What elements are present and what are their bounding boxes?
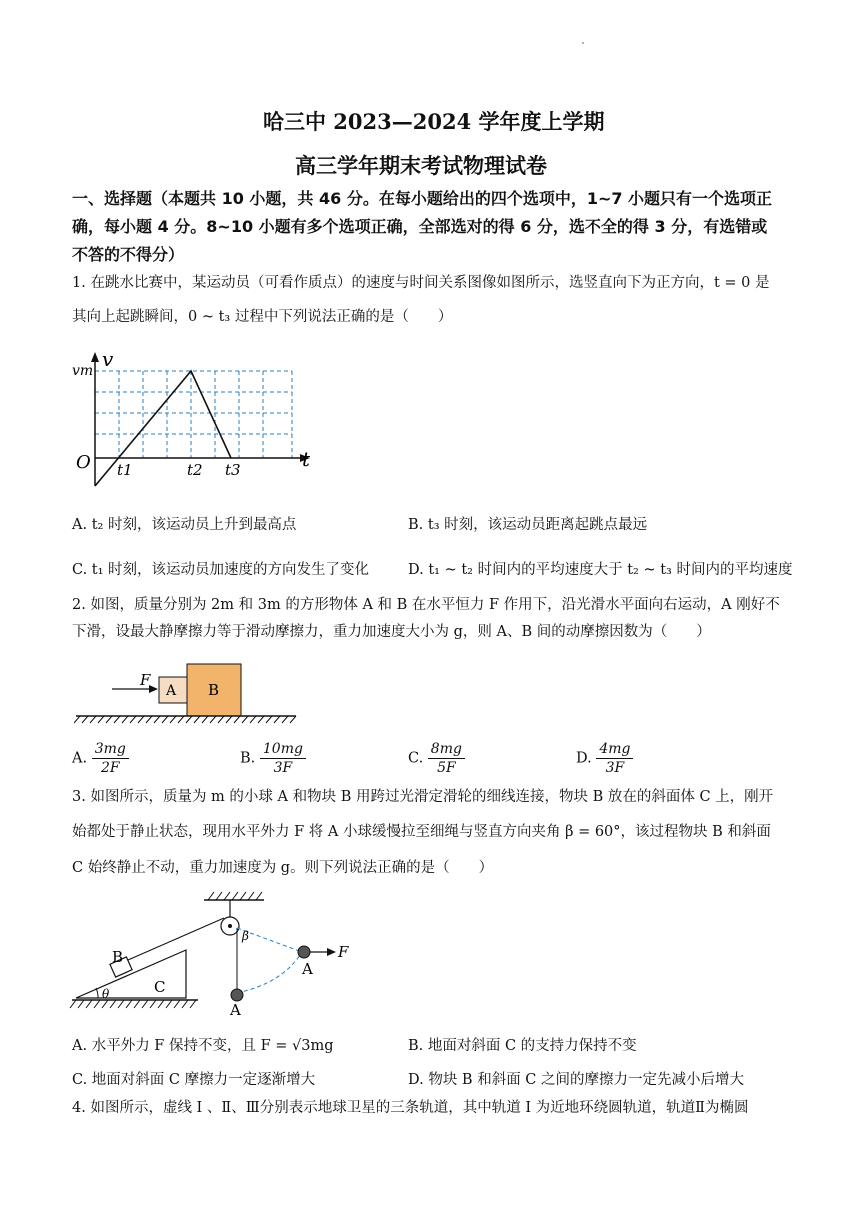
- ground-hatch: [70, 1000, 196, 1008]
- q3-option-d: D. 物块 B 和斜面 C 之间的摩擦力一定先减小后增大: [408, 1072, 745, 1088]
- label-c: C: [154, 978, 166, 996]
- q2-a-numerator: 3mg: [92, 740, 129, 759]
- exam-title-line2: 高三学年期末考试物理试卷: [295, 153, 547, 178]
- q2-b-denominator: 3F: [273, 760, 293, 776]
- q2-b-numerator: 10mg: [260, 740, 306, 759]
- ceiling-hatch: [208, 892, 262, 900]
- q4-stem-line1: 4. 如图所示，虚线 Ⅰ 、Ⅱ、Ⅲ分别表示地球卫星的三条轨道，其中轨道 Ⅰ 为近地环绕圆轨道，轨道Ⅱ为椭圆: [72, 1100, 749, 1116]
- q2-option-c: C. $\frac{8mg}{5F}$: [408, 740, 465, 777]
- vt-line: [95, 371, 231, 486]
- q3-stem-line2: 始都处于静止状态，现用水平外力 F 将 A 小球缓慢拉至细绳与竖直方向夹角 β = 60°，该过程物块 B 和斜面: [72, 824, 771, 840]
- q3-stem-line1: 3. 如图所示，质量为 m 的小球 A 和物块 B 用跨过光滑定滑轮的细线连接，物块 B 放在的斜面体 C 上，刚开: [72, 789, 774, 805]
- q2-a-denominator: 2F: [100, 760, 120, 776]
- label-a-initial: A: [230, 1001, 241, 1018]
- q1-option-d: D. t₁ ~ t₂ 时间内的平均速度大于 t₂ ~ t₃ 时间内的平均速度: [408, 562, 793, 578]
- q2-option-b: B. $\frac{10mg}{3F}$: [240, 740, 306, 777]
- ball-a-final: [298, 946, 310, 958]
- q2-c-numerator: 8mg: [428, 740, 465, 759]
- q1-option-b: B. t₃ 时刻，该运动员距离起跳点最远: [408, 517, 648, 533]
- string-b: [128, 918, 224, 960]
- q1-vt-graph: [70, 348, 330, 493]
- label-a-final: A: [302, 960, 313, 978]
- arc-path: [237, 952, 302, 993]
- t1-label: t1: [117, 461, 133, 479]
- q3-incline-pulley-figure: [68, 888, 368, 1018]
- label-f: F: [338, 943, 349, 961]
- q1-option-c: C. t₁ 时刻，该运动员加速度的方向发生了变化: [72, 562, 370, 578]
- ball-a-initial: [231, 989, 243, 1001]
- q2-stem-line2: 下滑，设最大静摩擦力等于滑动摩擦力，重力加速度大小为 g，则 A、B 间的动摩擦因数为（ ）: [72, 624, 711, 640]
- block-b-label: B: [208, 681, 220, 699]
- exam-title-line1: 哈三中 2023—2024 学年度上学期: [263, 109, 605, 134]
- q3-stem-line3: C 始终静止不动，重力加速度为 g。则下列说法正确的是（ ）: [72, 860, 494, 876]
- q2-blocks-figure: [74, 660, 304, 726]
- q2-d-denominator: 3F: [605, 760, 625, 776]
- vm-label: vm: [72, 363, 94, 379]
- ground-hatch: [74, 716, 296, 723]
- q2-c-denominator: 5F: [437, 760, 456, 776]
- section-heading-line1: 一、选择题（本题共 10 小题，共 46 分。在每小题给出的四个选项中，1~7 小题只有一个选项正: [72, 189, 773, 208]
- origin-label: O: [76, 452, 91, 473]
- q1-stem-line1: 1. 在跳水比赛中，某运动员（可看作质点）的速度与时间关系图像如图所示，选竖直向下为正方向，t = 0 是: [72, 275, 770, 291]
- force-arrow-head: [327, 948, 336, 956]
- q1-stem-line2: 其向上起跳瞬间，0 ~ t₃ 过程中下列说法正确的是（ ）: [72, 309, 453, 325]
- force-label: F: [140, 671, 151, 689]
- label-theta: θ: [102, 987, 110, 1001]
- v-axis-arrow: [91, 352, 99, 362]
- q2-stem-line1: 2. 如图，质量分别为 2m 和 3m 的方形物体 A 和 B 在水平恒力 F 作用下，沿光滑水平面向右运动，A 刚好不: [72, 597, 780, 613]
- t3-label: t3: [225, 461, 241, 479]
- label-beta: β: [242, 929, 249, 943]
- q2-option-d: D. $\frac{4mg}{3F}$: [576, 740, 633, 777]
- pulley-axle: [228, 924, 232, 928]
- t-label: t: [302, 447, 311, 471]
- block-a-label: A: [166, 683, 177, 699]
- q3-option-b: B. 地面对斜面 C 的支持力保持不变: [408, 1038, 637, 1054]
- v-label: v: [102, 348, 114, 371]
- label-b: B: [112, 948, 124, 966]
- section-heading-line2: 确，每小题 4 分。8~10 小题有多个选项正确，全部选对的得 6 分，选不全的得 3 分，有选错或: [72, 217, 768, 236]
- q2-option-a: A. $\frac{3mg}{2F}$: [72, 740, 129, 777]
- q2-d-numerator: 4mg: [596, 740, 633, 759]
- section-heading-line3: 不答的不得分）: [72, 245, 185, 264]
- incline-c: [76, 950, 186, 998]
- q1-option-a: A. t₂ 时刻，该运动员上升到最高点: [72, 517, 297, 533]
- scan-dot: [582, 42, 584, 44]
- q3-option-c: C. 地面对斜面 C 摩擦力一定逐渐增大: [72, 1072, 316, 1088]
- q3-option-a: A. 水平外力 F 保持不变，且 F = √3mg: [72, 1038, 334, 1054]
- t2-label: t2: [187, 461, 203, 479]
